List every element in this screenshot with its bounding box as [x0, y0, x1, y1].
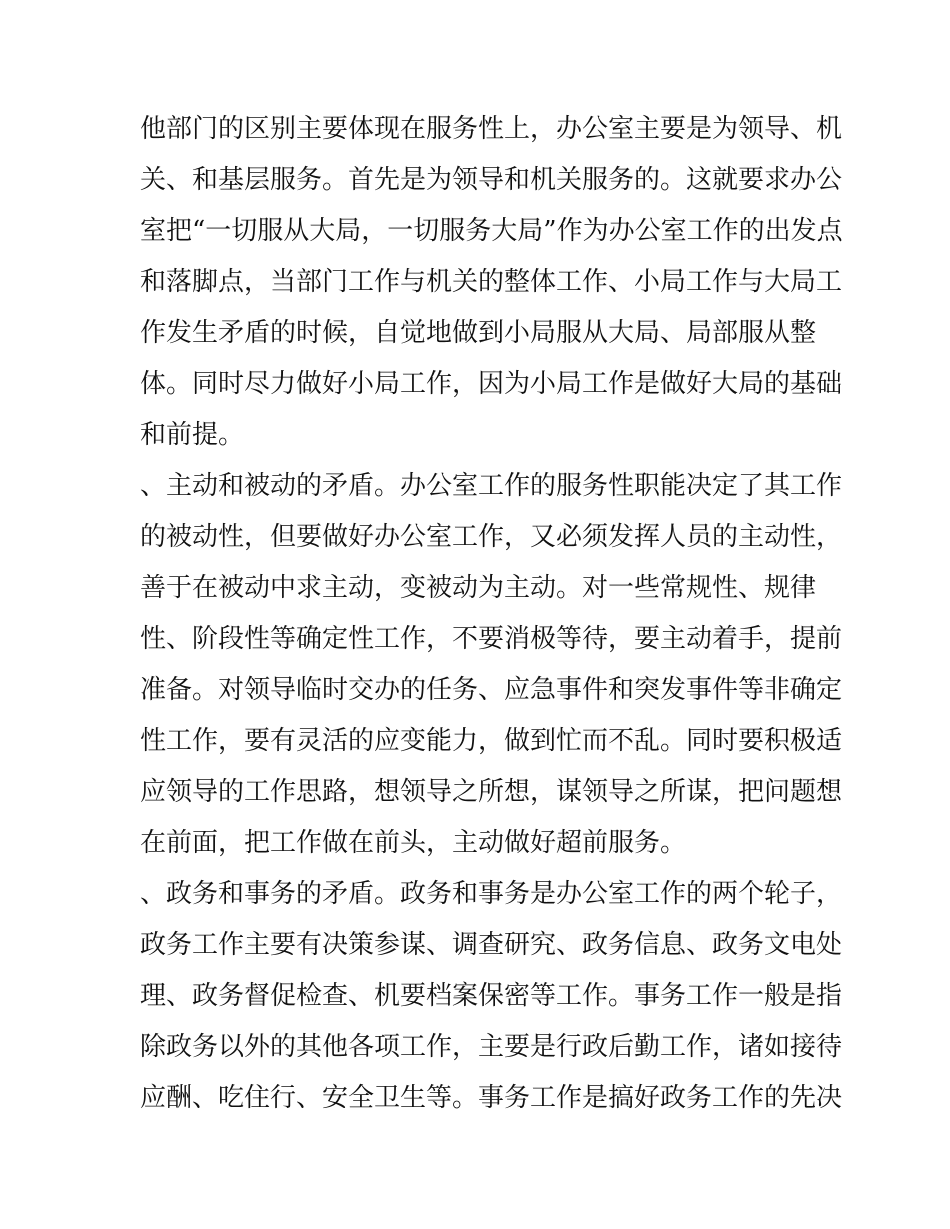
text-line: 善于在被动中求主动，变被动为主动。对一些常规性、规律: [140, 573, 817, 603]
text-line: 应领导的工作思路，想领导之所想，谋领导之所谋，把问题想: [140, 777, 843, 807]
text-line: 理、政务督促检查、机要档案保密等工作。事务工作一般是指: [140, 981, 843, 1011]
text-line: 体。同时尽力做好小局工作，因为小局工作是做好大局的基础: [140, 369, 843, 399]
text-line: 在前面，把工作做在前头，主动做好超前服务。: [140, 828, 687, 858]
text-line: 的被动性，但要做好办公室工作，又必须发挥人员的主动性，: [140, 522, 843, 552]
text-line: 应酬、吃住行、安全卫生等。事务工作是搞好政务工作的先决: [140, 1083, 843, 1113]
text-line: 性工作，要有灵活的应变能力，做到忙而不乱。同时要积极适: [140, 726, 843, 756]
text-line: 和前提。: [140, 420, 245, 450]
document-body-text: [140, 104, 843, 1124]
text-line: 室把“一切服从大局，一切服务大局”作为办公室工作的出发点: [140, 216, 843, 246]
text-line: 他部门的区别主要体现在服务性上，办公室主要是为领导、机: [140, 114, 843, 144]
text-line: 、主动和被动的矛盾。办公室工作的服务性职能决定了其工作: [140, 471, 843, 501]
text-line: 性、阶段性等确定性工作，不要消极等待，要主动着手，提前: [140, 624, 843, 654]
text-line: 作发生矛盾的时候，自觉地做到小局服从大局、局部服从整: [140, 318, 817, 348]
text-line: 关、和基层服务。首先是为领导和机关服务的。这就要求办公: [140, 165, 843, 195]
text-line: 政务工作主要有决策参谋、调查研究、政务信息、政务文电处: [140, 930, 843, 960]
text-line: 和落脚点，当部门工作与机关的整体工作、小局工作与大局工: [140, 267, 843, 297]
text-line: 除政务以外的其他各项工作，主要是行政后勤工作，诸如接待: [140, 1032, 843, 1062]
text-line: 、政务和事务的矛盾。政务和事务是办公室工作的两个轮子，: [140, 879, 843, 909]
text-line: 准备。对领导临时交办的任务、应急事件和突发事件等非确定: [140, 675, 843, 705]
